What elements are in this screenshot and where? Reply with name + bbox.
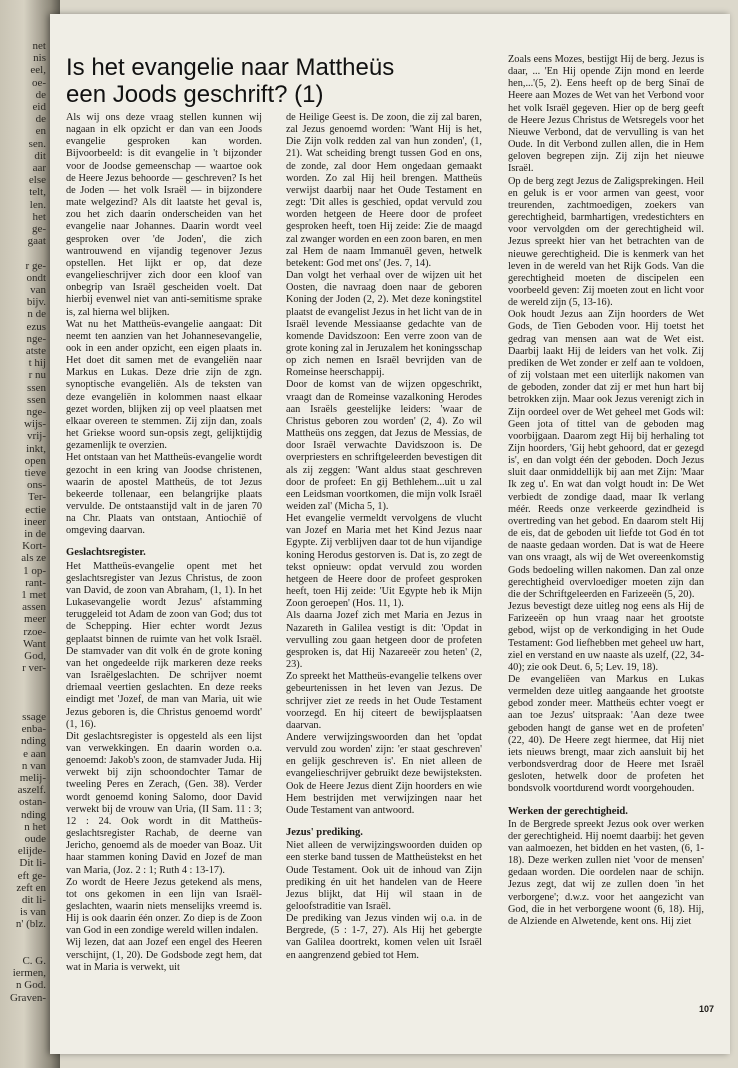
section-heading: Geslachtsregister.: [66, 547, 146, 559]
title-line-2: een Joods geschrift? (1): [66, 81, 324, 108]
left-page-fragment: telt,: [29, 186, 46, 199]
left-page-fragment: melij-: [19, 772, 46, 784]
left-page-fragment: als ze: [21, 552, 46, 565]
left-page-fragment: atste: [25, 345, 46, 357]
left-page-fragment: nge-: [26, 332, 46, 345]
left-page-fragment: ondt: [26, 271, 46, 284]
section-heading: Werken der gerechtigheid.: [508, 805, 628, 817]
left-page-fragment: rzoe-: [23, 625, 46, 638]
paragraph: Wat nu het Mattheüs-evangelie aangaat: Dit neemt ten aanzien van het Johannesevangelie, ook in een ander opzicht, een eigen plaats in. Het doet dit samen met de evangeliën naar Markus en Lukas. Deze drie zijn de zgn. synoptische evangeliën. Als de teksten van deze evangeliën in kolommen naast elkaar gezet worden, blijken zij op veel plaatsen met elkaar overeen te stemmen. Zij zijn dan, zoals het Griekse woord sun-opsis zegt, gelijktijdig gezamenlijk te overzien.: [66, 318, 262, 452]
left-page-fragment: ons-: [27, 479, 46, 492]
left-page-fragment: n het: [24, 820, 46, 833]
paragraph: De prediking van Jezus vinden wij o.a. in de Bergrede, (5 : 1-7, 27). Als Hij het gebergte van Galilea doortrekt, komen velen uit Israël en aangrenzend gebied tot Hem.: [286, 913, 482, 961]
left-page-fragment: Want: [23, 637, 46, 650]
left-page-fragment: God,: [24, 650, 46, 662]
paragraph: Andere verwijzingswoorden dan het 'opdat vervuld zou worden' zijn: 'er staat geschreven' en gelijk geschreven is'. En niet alleen de evangelieschrijver gebruikt deze bewijsteksten. Ook de Heere Jezus dient Zijn hoorders en wie Hem bestrijden met verwijzingen naar het Oude Testament van antwoord.: [286, 731, 482, 816]
left-page-fragment: nge-: [26, 406, 46, 418]
left-page-fragment: open: [24, 454, 46, 467]
left-page-fragment: meer: [24, 613, 46, 626]
left-page-fragment: ezus: [26, 320, 46, 333]
title-line-1: Is het evangelie naar Mattheüs: [66, 54, 395, 81]
left-page-fragment: vrij-: [27, 430, 46, 443]
paragraph: Jezus bevestigt deze uitleg nog eens als Hij de Farizeeën op hun vraag naar het grootste gebod, wijst op de verkondiging in het Oude Testament: God liefhebben met geheel uw hart, ziel en verstand en uw naaste als uzelf, (22, 34-40); zie ook Deut. 6, 5; Lev. 19, 18).: [508, 601, 704, 673]
left-page-fragment: en: [35, 125, 46, 138]
left-page-fragment: Kort-: [22, 540, 46, 553]
left-page-fragment: elijde-: [17, 845, 46, 858]
paragraph: De evangeliëen van Markus en Lukas vermelden deze uitleg aangaande het grootste gebod zonder meer. Mattheüs echter voegt er aan toe Jezus' uitspraak: 'Aan deze twee geboden hangt de ganse wet en de profeten' (22, 40). De Heere zegt hiermee, dat Hij niet iets nieuws brengt, maar zich aansluit bij het verbondsverdrag door de Heere met Israël gesloten, hetwelk door de profeten het bondsvolk voortdurend wordt voorgehouden.: [508, 673, 704, 795]
left-page-fragment: assen: [22, 601, 46, 614]
paragraph: Het Mattheüs-evangelie opent met het geslachtsregister van Jezus Christus, de zoon van David, de zoon van Abraham, (1, 1). In het Lukasevangelie wordt Jezus' afstamming teruggeleid tot Adam de zoon van God; dus tot de Schepping. Hier echter wordt Jezus geplaatst binnen de ruimte van het volk Israël. De stamvader van dit volk én de grote koning van het ongedeelde rijk markeren deze reeks van Israëlgeslachten. De schrijver noemt driemaal veertien geslachten. En deze reeks eindigt met 'Jozef, de man van Maria, uit wie Jezus geboren is, die Christus genoemd wordt' (1, 16).: [66, 560, 262, 730]
paragraph: In de Bergrede spreekt Jezus ook over werken der gerechtigheid. Hij noemt daarbij: het geven van aalmoezen, het bidden en het vasten, (6, 1-18). Deze werken zullen niet 'voor de mensen' gedaan worden. Die oordelen naar de schijn. Jezus zegt, dat wij ze zullen doen 'in het verborgene'; d.w.z. voor het aangezicht van God, die in het verborgene woont (6, 18). Hij, de Alziende en Alwetende, kent ons. Hij ziet: [508, 818, 704, 927]
left-page-fragment: oude: [24, 833, 46, 845]
left-page-fragment: van: [30, 284, 46, 296]
left-page-fragment: r ver-: [22, 662, 46, 675]
left-page-fragment: t hij: [28, 357, 46, 370]
paragraph: Als wij ons deze vraag stellen kunnen wij nagaan in elk opzicht er dan van een Joods evangelie gesproken kan worden. Bijvoorbeeld: is dit evangelie in 't bijzonder voor de Joodse gemeenschap — waartoe ook de Heere Jezus behoorde — geschreven? Is het de Joden — het volk Israël — in bijzondere mate welgezind? Als dit laatste het geval is, zou het zich daarin onderscheiden van het evangelie naar Johannes. Daarin wordt veel gesproken over 'de Joden', die zich wantrouwend en vijandig tegenover Jezus opstellen. Het lijkt er op, dat deze evangelieschrijver zich door een kloof van onbegrip van Israël gescheiden voelt. Dat hierbij evenwel niet van anti-semitisme sprake is, zal hierna wel blijken.: [66, 112, 262, 318]
page-number: 107: [698, 1004, 714, 1014]
left-page-fragment: ssage: [22, 711, 46, 723]
left-page-fragment: ectie: [25, 503, 46, 516]
paragraph: Het evangelie vermeldt vervolgens de vlucht van Jozef en Maria met het Kind Jezus naar Egypte. Zij verblijven daar tot de hun vijandige koning Herodus gestorven is. Dat is, zo zegt de tekst opnieuw: opdat vervuld zou worden hetgeen de Heere door de profeet gesproken heeft, toen Hij zeide: 'Uit Egypte heb ik Mijn Zoon geroepen' (Hos. 11, 1).: [286, 513, 482, 610]
paragraph: Dit geslachtsregister is opgesteld als een lijst van verwekkingen. En daarin worden o.a. genoemd: Jakob's zoon, de stamvader Juda. Hij verwekt bij zijn schoondochter Tamar de tweeling Peres en Zerach, (Gen. 38). Verder wordt genoemd koning Salomo, door David verwekt bij de vrouw van Uria, (II Sam. 11 : 3; 12 : 24. Ook wordt in dit Mattheüs-geslachtsregister Rachab, de deerne van Jericho, genoemd als de moeder van Boaz. Uit haar stammen koning David en Jozef de man van Maria, (Joz. 2 : 1; Ruth 4 : 13-17).: [66, 730, 262, 876]
left-page-fragment: is van: [20, 906, 46, 919]
left-page-fragment: iermen,: [12, 967, 46, 980]
paragraph: Als daarna Jozef zich met Maria en Jezus in Nazareth in Galilea vestigt is dit: 'Opdat in vervulling zou gaan hetgeen door de profeten gesproken is, dat Hij Nazareeër zou heten' (2, 23).: [286, 610, 482, 671]
left-page-fragment: sen.: [28, 137, 46, 150]
left-page-fragment: n de: [27, 308, 46, 321]
text-column-1: [66, 112, 262, 974]
paragraph: Zoals eens Mozes, bestijgt Hij de berg. Jezus is daar, ... 'En Hij opende Zijn mond en leerde hen,...'(5, 2). Eens heeft op de berg Sinaï de Heere aan Mozes de Wet van het Verbond voor het volk Israël gegeven. Hier op de berg geeft de Heere Jezus Christus de Wetsregels voor het Nieuwe Verbond, dat de vervulling is van het Oude. In dit Verbond zullen allen, die in Hem geloven begrepen zijn. Zij zijn het nieuwe Israël.: [508, 54, 704, 175]
left-page-fragment: C. G.: [22, 955, 46, 967]
left-page-fragment: ssen: [27, 381, 46, 394]
left-page-fragment: eid: [32, 101, 46, 113]
paragraph: Wij lezen, dat aan Jozef een engel des Heeren verschijnt, (1, 20). De Godsbode zegt hem, dat wat in Maria is verwekt, uit: [66, 937, 262, 973]
left-page-fragment: ostan-: [19, 796, 46, 809]
left-page-fragment: eft ge-: [17, 869, 46, 882]
left-page-fragment: de: [35, 113, 46, 126]
left-page-fragment: net: [32, 40, 46, 52]
left-page-fragment: aszelf.: [17, 784, 46, 797]
left-page-fragment: e aan: [23, 747, 46, 760]
left-page-fragment: r nu: [28, 369, 46, 382]
left-page-fragment: else: [28, 174, 46, 187]
left-page-fragment: wijs-: [24, 418, 46, 431]
left-page-fragment: Ter-: [28, 491, 46, 504]
left-page-fragment: rant-: [25, 576, 46, 589]
left-page-fragment: dit: [34, 149, 46, 162]
left-page-fragment: tieve: [24, 467, 46, 479]
left-page-edge: [0, 40, 48, 1040]
left-page-fragment: het: [32, 210, 46, 223]
left-page-fragment: ge-: [31, 223, 46, 235]
section-heading: Jezus' prediking.: [286, 827, 363, 839]
left-page-fragment: ineer: [24, 515, 46, 528]
left-page-fragment: nding: [20, 735, 46, 748]
left-page-fragment: eel,: [30, 64, 46, 77]
left-page-fragment: r ge-: [25, 259, 46, 272]
left-page-fragment: Dit li-: [19, 857, 46, 870]
left-page-fragment: inkt,: [26, 442, 46, 455]
left-page-fragment: bijv.: [26, 296, 46, 309]
article-title: [66, 54, 486, 108]
left-page-fragment: 1 op-: [23, 564, 46, 577]
left-page-fragment: n van: [21, 759, 46, 772]
left-page-fragment: in de: [24, 528, 46, 540]
paragraph: Dan volgt het verhaal over de wijzen uit het Oosten, die navraag doen naar de geboren Koning der Joden (2, 2). Met deze koningstitel plaatst de evangelist Jezus in het licht van de in Israël levende Messiaanse gedachte van de komende Davidszoon: Een verre zoon van de grote koning zal in Jeruzalem het koningsschap op zich nemen en Israël bevrijden van de Romeinse heerschappij.: [286, 270, 482, 379]
magazine-page: [50, 14, 730, 1054]
text-column-3: [508, 54, 704, 928]
paragraph: Zo spreekt het Mattheüs-evangelie telkens over gebeurtenissen in het leven van Jezus. De schrijver ziet ze reeds in het Oude Testament voorzegd. En hij citeert de bewijsplaatsen daarvan.: [286, 671, 482, 731]
left-page-fragment: nding: [20, 808, 46, 821]
paragraph: Ook houdt Jezus aan Zijn hoorders de Wet Gods, de Tien Geboden voor. Hij toetst het gedrag van mensen aan wat de Wet eist. Daarbij laakt Hij de leiders van het volk. Zij prediken de Wet zonder er zelf aan te voldoen, of zij volstaan met een uiterlijk nakomen van de geboden, zonder dat zij er met hun hart bij betrokken zijn. Maar ook Jezus verenigt zich in Zijn oordeel over de Wet geheel met Gods wil: Geen jota of tittel van de geboden mag voorbijgaan. Daarom zegt Hij bij herhaling tot Zijn hoorders, 'Gij hebt gehoord, dat er gezegd is', en dan volgt één der geboden. Doch Jezus sluit daar onmiddellijk bij aan met Zijn: 'Maar Ik zeg u'. En wat dan volgt houdt in: De Wet verbiedt de zondige daad, maar Ik verlang méér. Reeds onze verkeerde gezindheid is overtreding van het gebod. En daarom stelt Hij de eis, dat de geboden uit liefde tot God én tot de naaste gedaan worden. Dat is wat de Heere van ons vraagt, als wij de Wet overeenkomstig Gods bedoeling willen nakomen. Dan zal onze gerechtigheid overvloediger moeten zijn dan die der Schriftgeleerden en Farizeeën (5, 20).: [508, 309, 704, 600]
left-page-fragment: Graven-: [9, 991, 46, 1004]
left-page-fragment: oe-: [31, 76, 46, 89]
left-page-fragment: len.: [29, 198, 46, 211]
left-page-fragment: gaat: [27, 235, 46, 248]
left-page-fragment: ssen: [27, 393, 46, 406]
paragraph: Niet alleen de verwijzingswoorden duiden op een sterke band tussen de Mattheüstekst en het Oude Testament. Ook uit de inhoud van Zijn prediking én uit het handelen van de Heere Jezus blijkt, dat Hij wil staan in de geloofstraditie van Israël.: [286, 840, 482, 912]
text-column-2: [286, 112, 482, 962]
left-page-fragment: nis: [33, 52, 46, 65]
paragraph: Op de berg zegt Jezus de Zaligsprekingen. Heil en geluk is er voor armen van geest, voor treurenden, zachtmoedigen, zoekers van gerechtigheid, barmhartigen, vredestichters en voor vervolgden om der gerechtigheid wil. Jezus spreekt hier van het betrachten van de nieuwe gerechtigheid. Die is kenmerk van het leven in de wereld van het Rijk Gods. Van die gerechtigheid moeten de discipelen een voorbeeld geven: Zij moeten zout en licht voor de wereld zijn (5, 13-16).: [508, 175, 704, 309]
left-page-fragment: enba-: [21, 723, 46, 736]
left-page-fragment: aar: [32, 162, 46, 174]
left-page-fragment: n God.: [16, 979, 46, 992]
left-page-fragment: zeft en: [16, 881, 46, 894]
paragraph: Door de komst van de wijzen opgeschrikt, vraagt dan de Romeinse vazalkoning Herodes aan Israëls geestelijke leiders: 'waar de Christus geboren zou worden' (2, 4). Zo wil Mattheüs ons zeggen, dat Jezus de Messias, de door Israël verwachte Davidszoon is. De overpriesters en schriftgeleerden bevestigen dit als zij zeggen: 'Want aldus staat geschreven door de profeet: En gij Bethlehem...uit u zal een Leidsman voortkomen, die mijn volk Israël weiden zal' (Micha 5, 1).: [286, 379, 482, 512]
left-page-fragment: n' (blz.: [15, 918, 46, 931]
left-page-fragment: de: [35, 88, 46, 101]
paragraph: de Heilige Geest is. De zoon, die zij zal baren, zal Jezus genoemd worden: 'Want Hij is het, Die Zijn volk redden zal van hun zonden', (1, 21). Wat scheiding brengt tussen God en ons, de zonde, zal door Hem ongedaan gemaakt worden. Zo zal Hij heil brengen. Mattheüs verwijst daarbij naar het Oude Testament en zegt: 'Dit alles is geschied, opdat vervuld zou worden hetgeen de Heere door de profeet gesproken heeft, toen Hij zeide: Zie de maagd zal zwanger worden en een zoon baren, en men zal Hem de naam Immanuël geven, hetwelk betekent: God met ons' (Jes. 7, 14).: [286, 112, 482, 269]
paragraph: Het ontstaan van het Mattheüs-evangelie wordt gezocht in een kring van Joodse christenen, waarin de apostel Mattheüs, de tot Jezus bekeerde tollenaar, een belangrijke plaats vervulde. De ontstaanstijd valt in de jaren 70 na Chr. Plaats van ontstaan, Antiochië of omgeving daarvan.: [66, 452, 262, 537]
left-page-fragment: dit li-: [21, 894, 46, 906]
left-page-fragment: 1 met: [21, 589, 46, 601]
paragraph: Zo wordt de Heere Jezus getekend als mens, tot ons gekomen in een lijn van Israël-geslachten, waarin niets menselijks vreemd is. Hij is ook daarin één onzer. Zo diep is de Zoon van God in een zondige wereld willen indalen.: [66, 876, 262, 937]
